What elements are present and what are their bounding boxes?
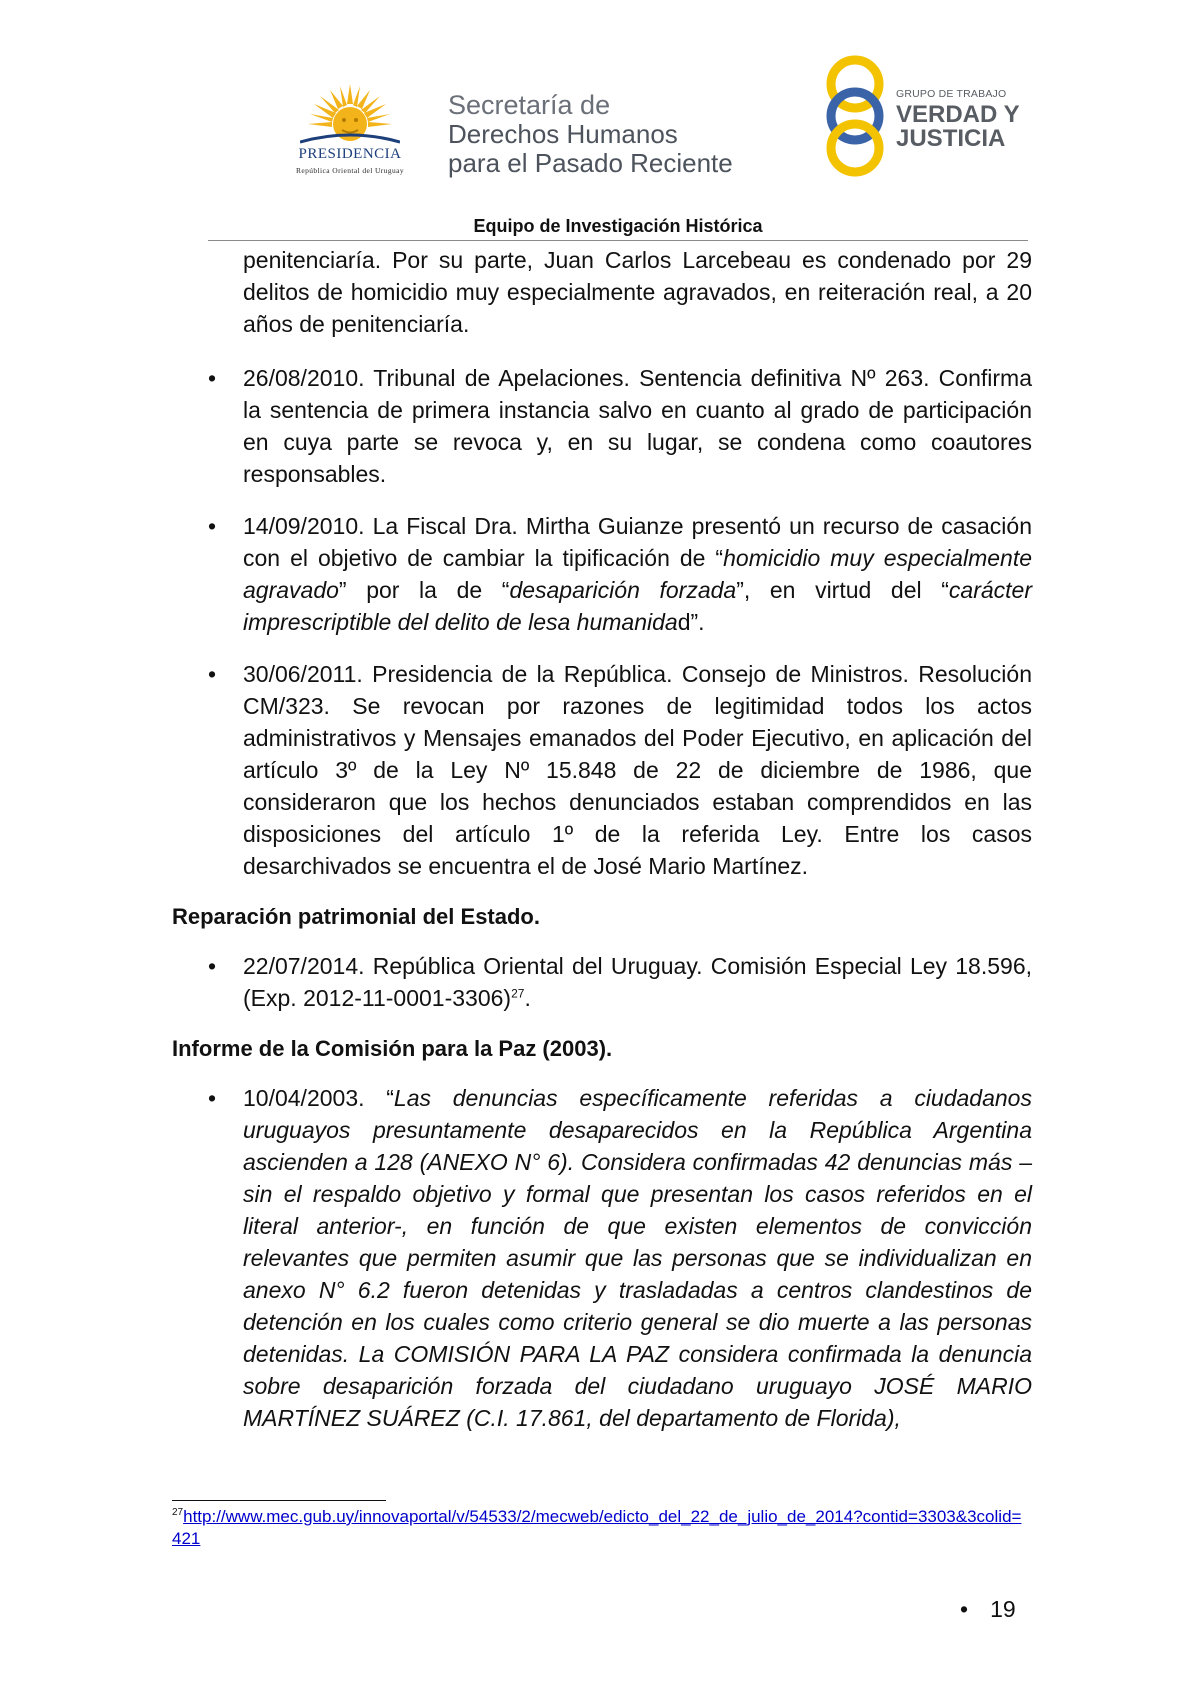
presidencia-logo xyxy=(270,80,430,180)
text-span: d”. xyxy=(677,609,705,635)
list-item xyxy=(172,510,1032,638)
sun-emblem-icon xyxy=(300,80,400,146)
text-span: ” por la de “ xyxy=(338,577,510,603)
bullet-icon: • xyxy=(960,1596,969,1622)
list-item-text xyxy=(243,950,1032,1014)
bullet-icon: • xyxy=(208,513,217,539)
justicia-label: JUSTICIA xyxy=(896,125,1006,152)
presidencia-subtitle: República Oriental del Uruguay xyxy=(295,166,404,175)
footnote-divider xyxy=(172,1500,386,1501)
list-item-text: 26/08/2010. Tribunal de Apelaciones. Sentencia definitiva Nº 263. Confirma la sentencia de primera instancia salvo en cuanto al grado de participación en cuya parte se revoca y, en su lugar, se condena como coautores responsables. xyxy=(243,365,1032,487)
text-span: 22/07/2014. República Oriental del Uruguay. Comisión Especial Ley 18.596, (Exp. 2012-11-0001-3306) xyxy=(243,953,1032,1011)
secretaria-logo-text xyxy=(448,90,788,178)
grupo-trabajo-label: GRUPO DE TRABAJO xyxy=(896,88,1007,100)
footnote-ref[interactable]: 27 xyxy=(511,986,525,1001)
secretaria-line-1: Secretaría de xyxy=(448,90,611,120)
document-body xyxy=(172,244,1032,1454)
italic-quote: desaparición forzada xyxy=(509,577,737,603)
secretaria-line-3: para el Pasado Reciente xyxy=(448,148,733,178)
page-number xyxy=(960,1596,1016,1623)
italic-quote: carácter imprescriptible del delito de lesa humanida xyxy=(243,577,1032,635)
page-number-value: 19 xyxy=(990,1596,1016,1622)
bullet-icon: • xyxy=(208,1085,217,1111)
list-item xyxy=(172,950,1032,1014)
italic-quote: homicidio muy especialmente agravado xyxy=(243,545,1033,603)
presidencia-name: PRESIDENCIA xyxy=(298,146,402,162)
italic-quote: Las denuncias específicamente referidas a ciudadanos uruguayos presuntamente desaparecidos en la República Argentina ascienden a 128 (ANEXO N° 6). Considera confirmadas 42 denuncias más –sin el respaldo objetivo y formal que presentan los casos referidos en el literal anterior-, en función de que existen elementos de convicción relevantes que permiten asumir que las personas que se individualizan en anexo N° 6.2 fueron detenidas y trasladadas a centros clandestinos de detención en los cuales como criterio general se dio muerte a las personas detenidas. La COMISIÓN PARA LA PAZ considera confirmada la denuncia sobre desaparición forzada del ciudadano uruguayo JOSÉ MARIO MARTÍNEZ SUÁREZ (C.I. 17.861, del departamento de Florida), xyxy=(243,1085,1032,1431)
verdad-label: VERDAD Y xyxy=(896,101,1020,128)
text-span: ”, en virtud del “ xyxy=(736,577,949,603)
bullet-icon: • xyxy=(208,953,217,979)
list-item xyxy=(172,1082,1032,1434)
text-span: 14/09/2010. La Fiscal Dra. Mirtha Guianze presentó un recurso de casación con el objetivo de cambiar la tipificación de “ xyxy=(243,513,1032,571)
footnote-number: 27 xyxy=(172,1507,184,1518)
text-span: . xyxy=(524,985,531,1011)
bullet-icon: • xyxy=(208,661,217,687)
page-header xyxy=(0,0,1190,240)
interlocked-rings-icon xyxy=(820,54,890,179)
list-item-text xyxy=(243,510,1032,638)
bullet-icon: • xyxy=(208,365,217,391)
footnote xyxy=(172,1506,1022,1550)
list-item xyxy=(172,362,1032,490)
list-item-text xyxy=(243,1082,1032,1434)
continued-paragraph: penitenciaría. Por su parte, Juan Carlos Larcebeau es condenado por 29 delitos de homicidio muy especialmente agravados, en reiteración real, a 20 años de penitenciaría. xyxy=(243,247,1032,337)
footnote-link[interactable]: http://www.mec.gub.uy/innovaportal/v/54533/2/mecweb/edicto_del_22_de_julio_de_2014?contid=3303&3colid=421 xyxy=(172,1507,1022,1548)
verdad-justicia-logo xyxy=(820,54,1040,184)
section-heading: Informe de la Comisión para la Paz (2003). xyxy=(172,1036,613,1061)
section-heading: Reparación patrimonial del Estado. xyxy=(172,904,540,929)
secretaria-line-2: Derechos Humanos xyxy=(448,119,678,149)
header-divider xyxy=(208,240,1028,241)
text-span: 10/04/2003. “ xyxy=(243,1085,394,1111)
list-item xyxy=(172,658,1032,882)
header-subtitle: Equipo de Investigación Histórica xyxy=(473,216,763,236)
list-item-text: 30/06/2011. Presidencia de la República. Consejo de Ministros. Resolución CM/323. Se revocan por razones de legitimidad todos los actos administrativos y Mensajes emanados del Poder Ejecutivo, en aplicación del artículo 3º de la Ley Nº 15.848 de 22 de diciembre de 1986, que consideraron que los hechos denunciados estaban comprendidos en las disposiciones del artículo 1º de la referida Ley. Entre los casos desarchivados se encuentra el de José Mario Martínez. xyxy=(243,661,1032,879)
